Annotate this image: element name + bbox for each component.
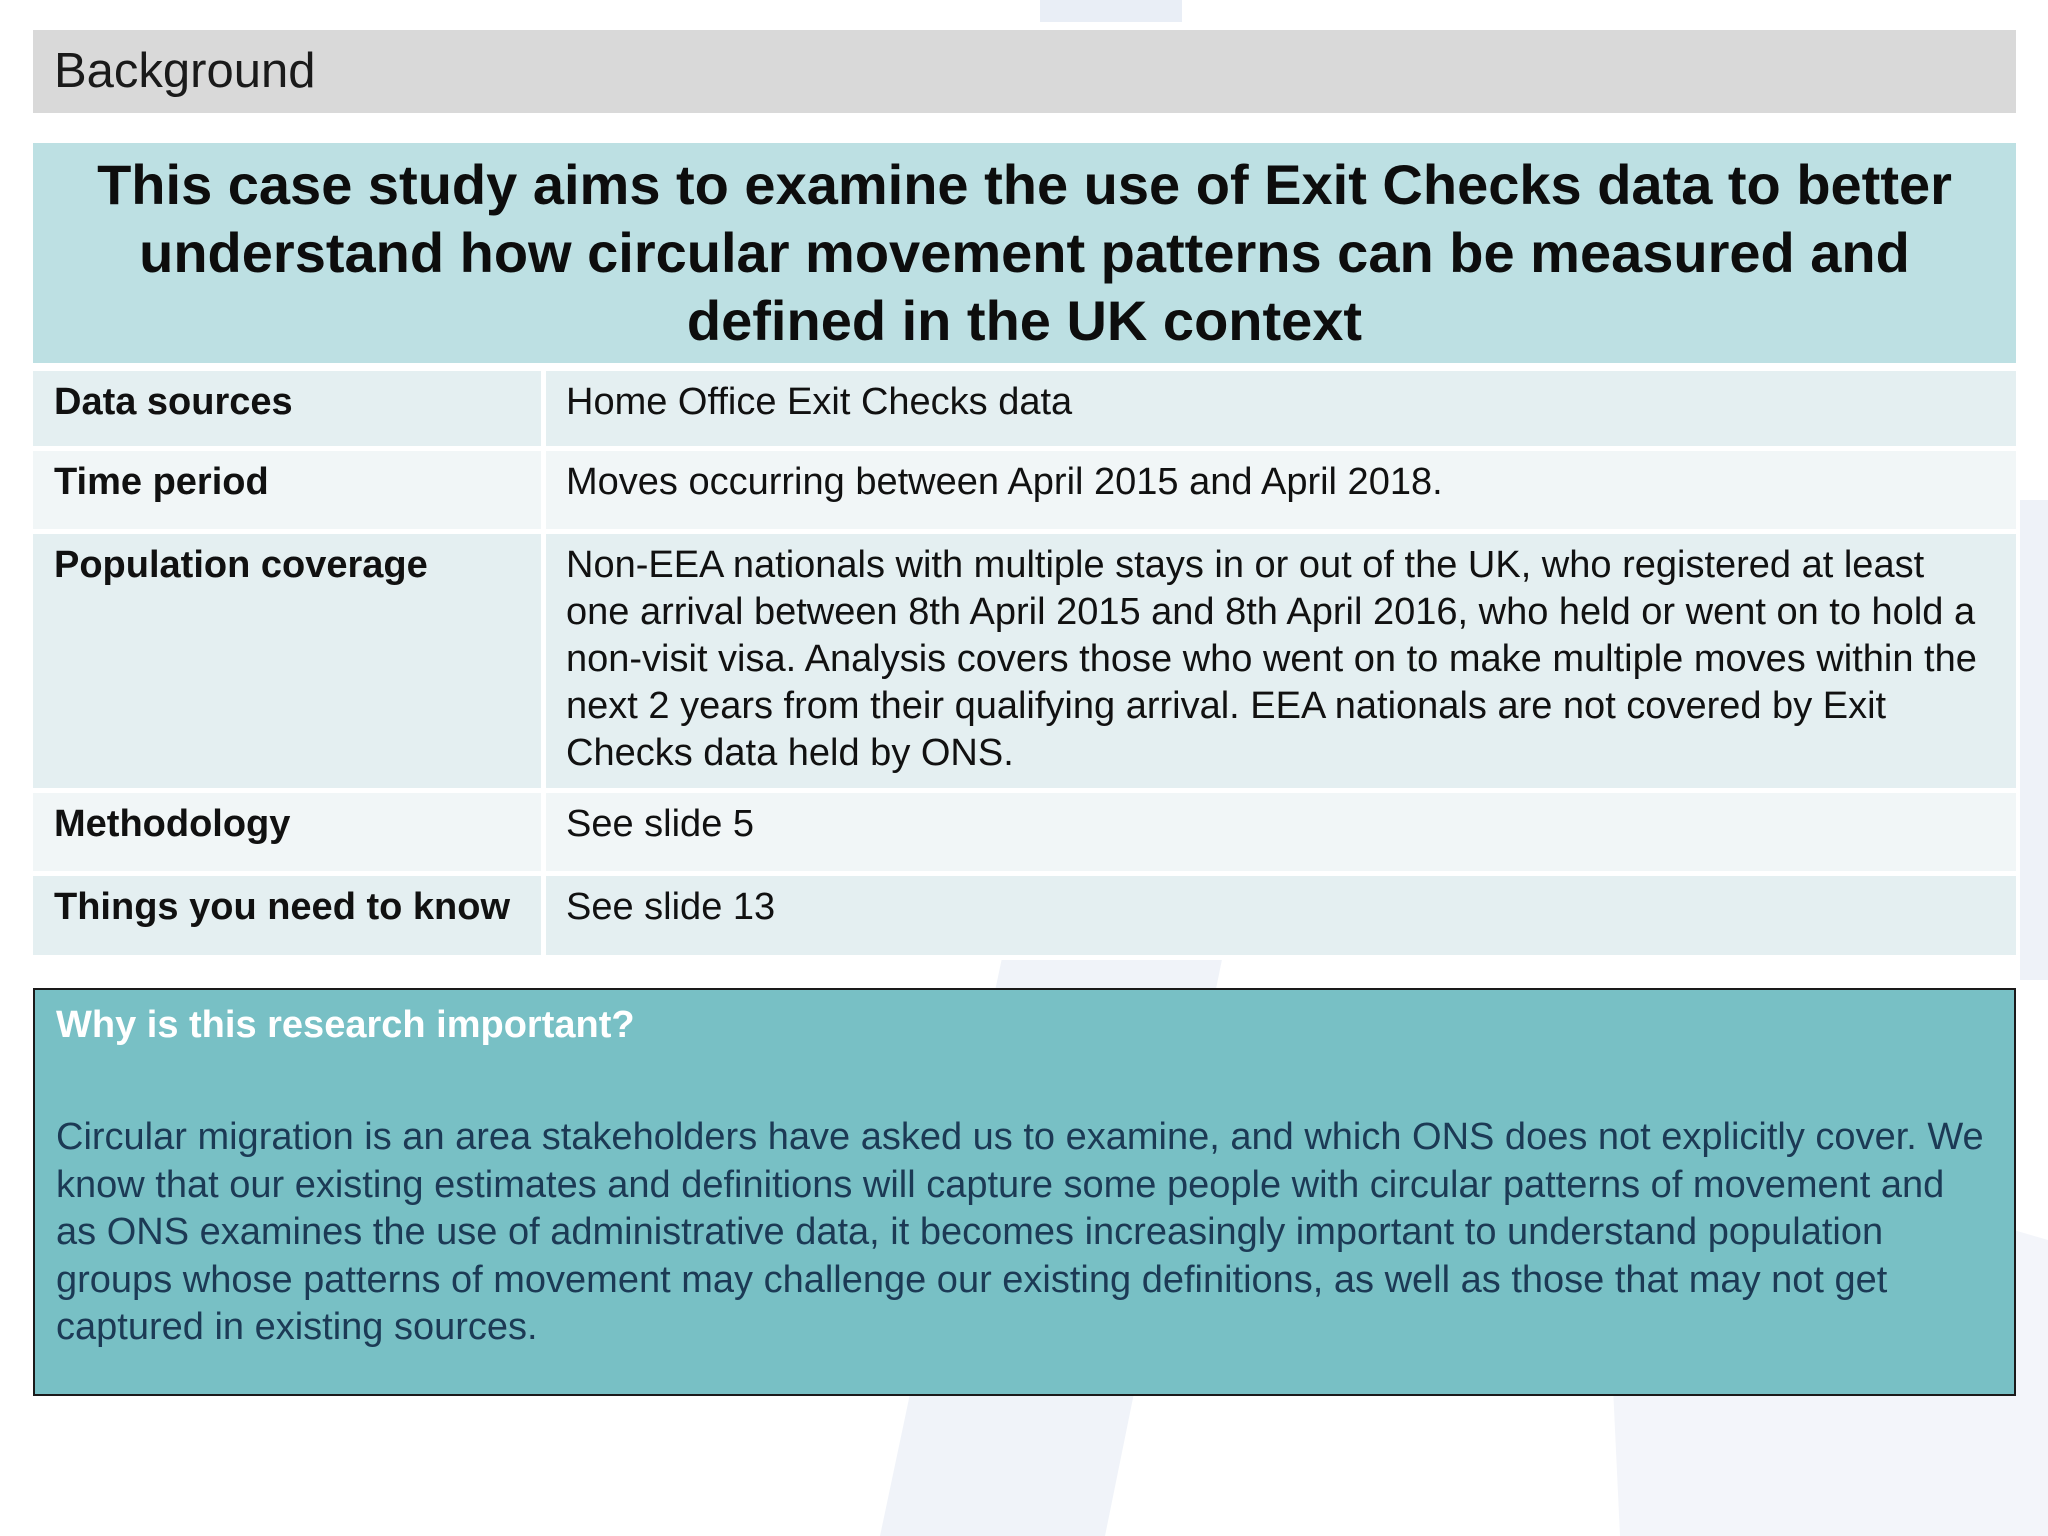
row-value: See slide 13 [546,876,2016,960]
table-row [33,793,2016,876]
row-value: Home Office Exit Checks data [546,371,2016,451]
why-research-body: Circular migration is an area stakeholders have asked us to examine, and which ONS does not explicitly cover. We know that our existing estimates and definitions will capture some people with circular patterns of movement and as ONS examines the use of administrative data, it becomes increasingly important to understand population groups whose patterns of movement may challenge our existing definitions, as well as those that may not get captured in existing sources. [56,1116,1984,1348]
header-bar [33,30,2016,113]
table-row [33,371,2016,451]
headline-box [33,143,2016,363]
table-row [33,876,2016,960]
row-value: Moves occurring between April 2015 and April 2018. [546,451,2016,534]
row-label: Population coverage [33,534,546,793]
row-label: Things you need to know [33,876,546,960]
page-title: Background [54,44,316,98]
row-label: Methodology [33,793,546,876]
row-label: Data sources [33,371,546,451]
why-research-box [33,988,2016,1396]
row-label: Time period [33,451,546,534]
table-row [33,451,2016,534]
table-row [33,534,2016,793]
info-table [33,371,2016,960]
headline-text: This case study aims to examine the use of Exit Checks data to better understand how circular movement patterns can be measured and defined in the UK context [97,153,1952,352]
row-value: See slide 5 [546,793,2016,876]
why-research-title: Why is this research important? [56,1004,635,1046]
row-value: Non-EEA nationals with multiple stays in or out of the UK, who registered at least one arrival between 8th April 2015 and 8th April 2016, who held or went on to hold a non-visit visa. Analysis covers those who went on to make multiple moves within the next 2 years from their qualifying arrival. EEA nationals are not covered by Exit Checks data held by ONS. [546,534,2016,793]
